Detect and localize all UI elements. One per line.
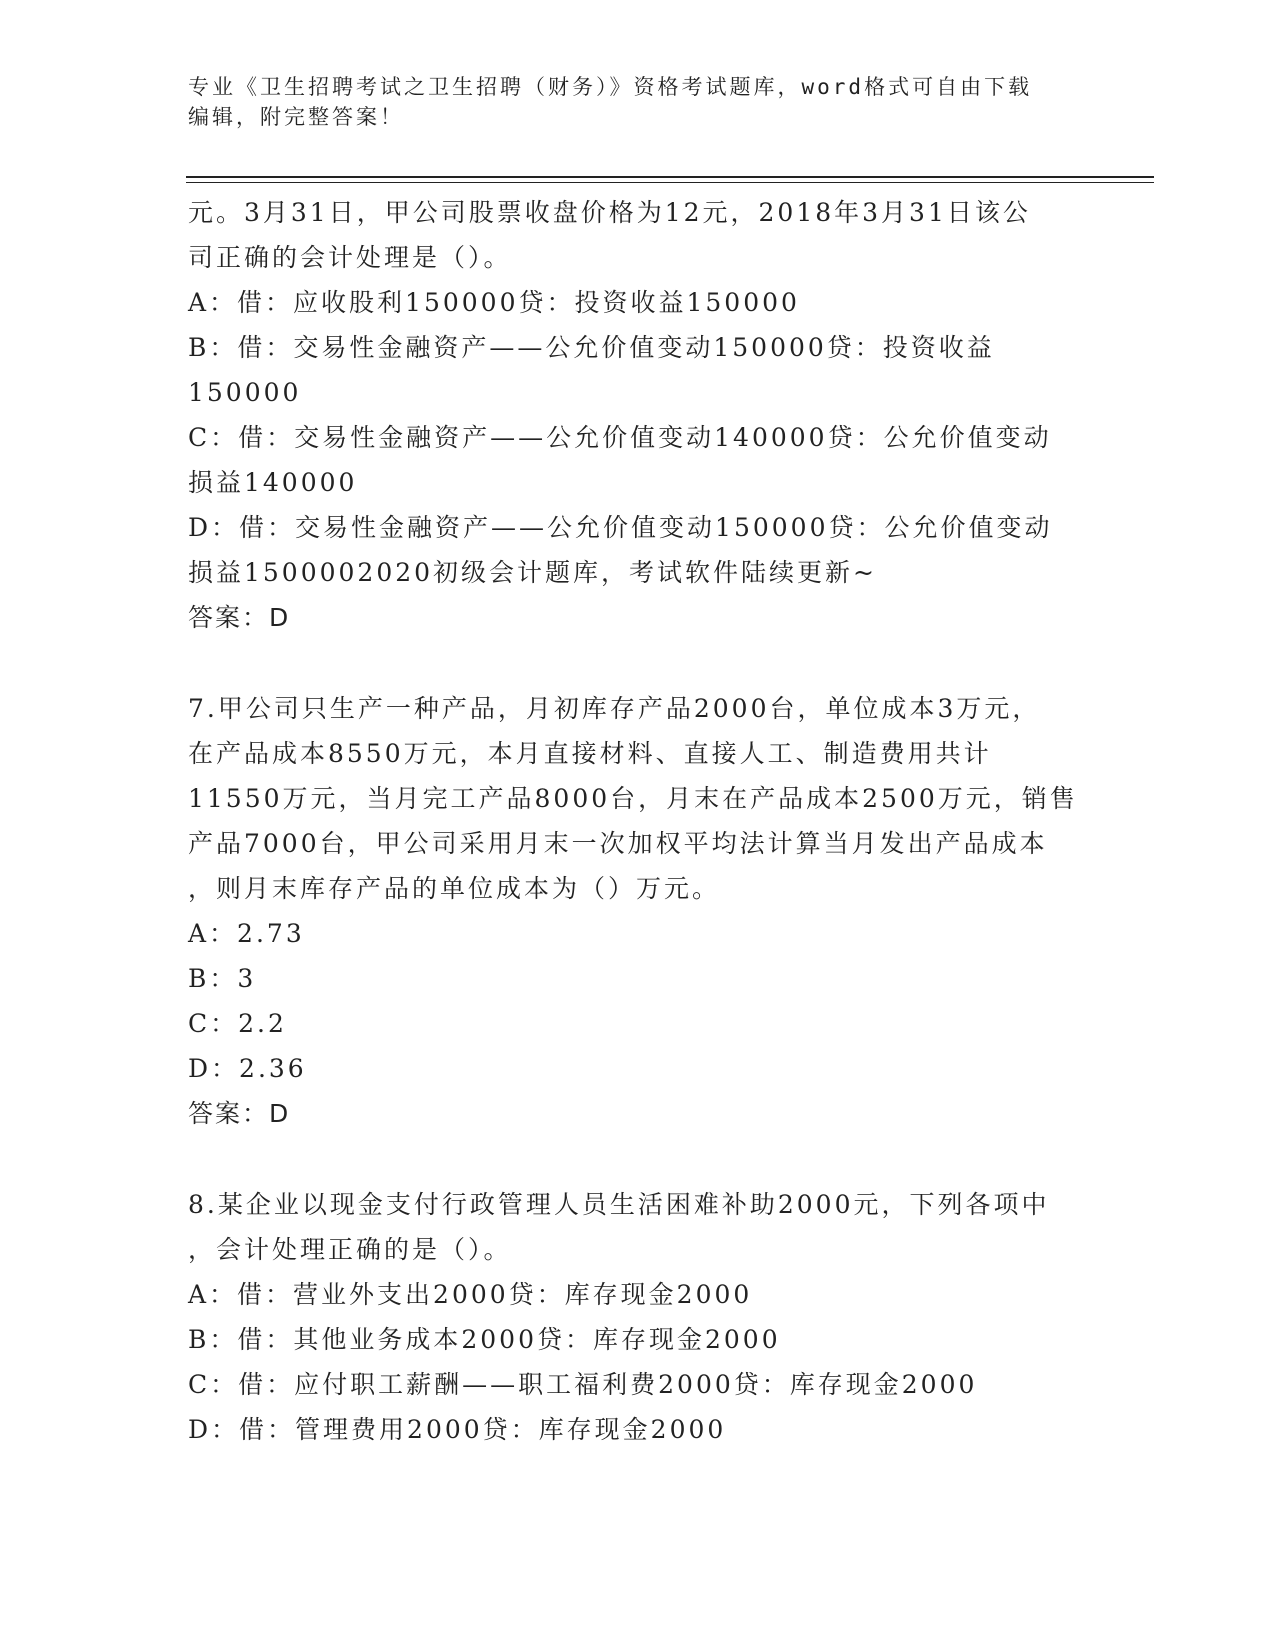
option-b: B：借：其他业务成本2000贷：库存现金2000 bbox=[188, 1325, 781, 1354]
header-divider-thin bbox=[186, 182, 1154, 183]
question-stem-line: 产品7000台，甲公司采用月末一次加权平均法计算当月发出产品成本 bbox=[188, 829, 1048, 858]
question-6 bbox=[188, 190, 1108, 640]
question-7 bbox=[188, 686, 1108, 1136]
question-spacer bbox=[188, 1136, 1108, 1182]
option-d: D：借：交易性金融资产——公允价值变动150000贷：公允价值变动 bbox=[188, 513, 1053, 542]
question-stem-line: ，会计处理正确的是（）。 bbox=[188, 1235, 512, 1264]
option-b-continued: 150000 bbox=[188, 378, 302, 407]
option-b: B：3 bbox=[188, 964, 257, 993]
option-c-continued: 损益140000 bbox=[188, 468, 358, 497]
option-c: C：借：应付职工薪酬——职工福利费2000贷：库存现金2000 bbox=[188, 1370, 978, 1399]
question-stem-line: ，则月末库存产品的单位成本为（）万元。 bbox=[188, 874, 721, 903]
question-content bbox=[188, 190, 1108, 1452]
question-stem-line: 司正确的会计处理是（）。 bbox=[188, 243, 512, 272]
question-stem-line: 在产品成本8550万元，本月直接材料、直接人工、制造费用共计 bbox=[188, 739, 992, 768]
option-b: B：借：交易性金融资产——公允价值变动150000贷：投资收益 bbox=[188, 333, 995, 362]
option-c: C：2.2 bbox=[188, 1009, 287, 1038]
option-a: A：借：应收股利150000贷：投资收益150000 bbox=[188, 288, 800, 317]
question-stem-line: 7.甲公司只生产一种产品，月初库存产品2000台，单位成本3万元， bbox=[188, 694, 1041, 723]
option-a: A：2.73 bbox=[188, 919, 305, 948]
answer-label: 答案：D bbox=[188, 603, 291, 632]
header-divider-thick bbox=[186, 176, 1154, 178]
option-d-continued: 损益1500002020初级会计题库，考试软件陆续更新~ bbox=[188, 558, 878, 587]
question-8 bbox=[188, 1182, 1108, 1452]
header-line-2: 编辑，附完整答案！ bbox=[188, 105, 404, 129]
answer-label: 答案：D bbox=[188, 1099, 291, 1128]
option-c: C：借：交易性金融资产——公允价值变动140000贷：公允价值变动 bbox=[188, 423, 1052, 452]
question-stem-line: 元。3月31日，甲公司股票收盘价格为12元，2018年3月31日该公 bbox=[188, 198, 1031, 227]
question-spacer bbox=[188, 640, 1108, 686]
question-stem-line: 11550万元，当月完工产品8000台，月末在产品成本2500万元，销售 bbox=[188, 784, 1078, 813]
option-a: A：借：营业外支出2000贷：库存现金2000 bbox=[188, 1280, 753, 1309]
page-header bbox=[188, 72, 1088, 132]
question-stem-line: 8.某企业以现金支付行政管理人员生活困难补助2000元，下列各项中 bbox=[188, 1190, 1050, 1219]
option-d: D：2.36 bbox=[188, 1054, 307, 1083]
option-d: D：借：管理费用2000贷：库存现金2000 bbox=[188, 1415, 727, 1444]
header-line-1: 专业《卫生招聘考试之卫生招聘（财务）》资格考试题库，word格式可自由下载 bbox=[188, 75, 1033, 99]
